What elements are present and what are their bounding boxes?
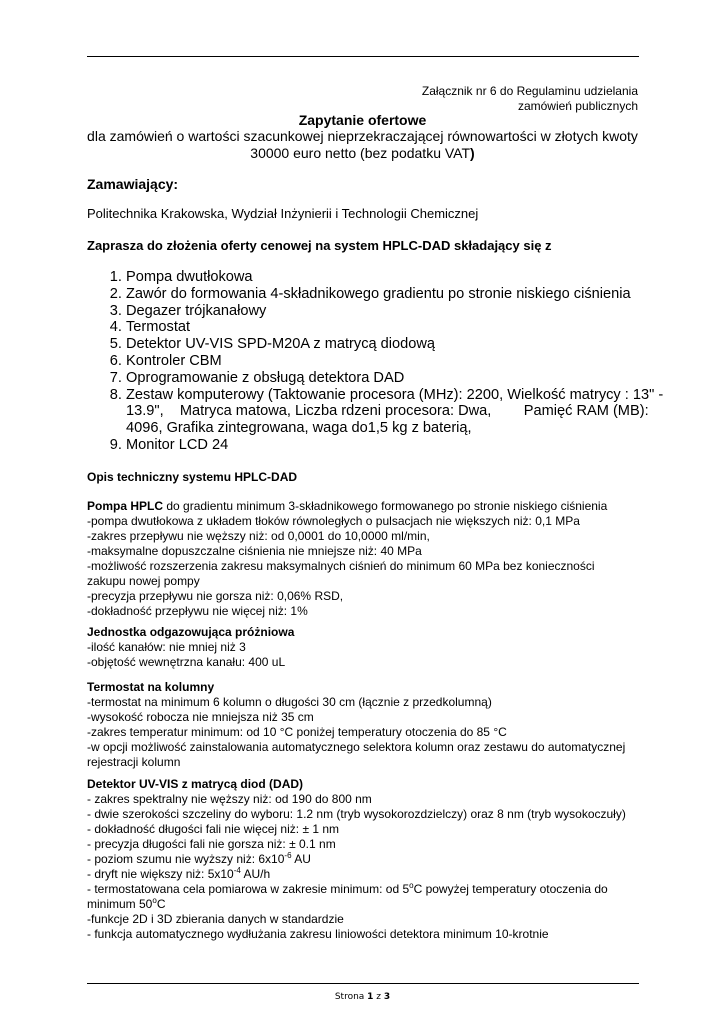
pump-line: -dokładność przepływu nie więcej niż: 1%: [87, 604, 308, 618]
detector-line: - zakres spektralny nie węższy niż: od 190 do 800 nm: [87, 792, 372, 806]
subtitle-line-1: dla zamówień o wartości szacunkowej nieprzekraczającej równowartości w złotych kwoty: [87, 128, 638, 145]
annex-note: [300, 84, 638, 114]
pump-line: -precyzja przepływu nie gorsza niż: 0,06% RSD,: [87, 589, 344, 603]
detector-drift-line: [87, 867, 647, 882]
list-item: 9. Monitor LCD 24: [126, 437, 671, 454]
degasser-section: [87, 625, 647, 670]
footer-prefix: Strona: [334, 992, 368, 1002]
detector-line: -funkcje 2D i 3D zbierania danych w standardzie: [87, 912, 344, 926]
thermostat-line: -w opcji możliwość zainstalowania automatycznego selektora kolumn oraz zestawu do automatycznej rejestracji kolumn: [87, 740, 626, 769]
detector-noise-line: [87, 852, 647, 867]
bottom-rule: [87, 983, 639, 984]
drift-exponent: -4: [233, 866, 241, 875]
pump-line: -pompa dwutłokowa z układem tłoków równoległych o pulsacjach nie większych niż: 0,1 MPa: [87, 514, 580, 528]
subtitle-text: 30000 euro netto (bez podatku VAT: [250, 144, 471, 161]
invite-heading: Zaprasza do złożenia oferty cenowej na system HPLC-DAD składający się z: [87, 238, 552, 253]
annex-line-2: zamówień publicznych: [517, 99, 638, 113]
degasser-line: -ilość kanałów: nie mniej niż 3: [87, 640, 246, 654]
buyer-name: Politechnika Krakowska, Wydział Inżynierii i Technologii Chemicznej: [87, 206, 479, 221]
pump-section: [87, 499, 647, 619]
thermostat-line: -wysokość robocza nie mniejsza niż 35 cm: [87, 710, 314, 724]
detector-line: - precyzja długości fali nie gorsza niż: ± 0.1 nm: [87, 837, 336, 851]
list-item: 4. Termostat: [126, 319, 671, 336]
detector-cell-line: [87, 882, 637, 912]
degasser-title: Jednostka odgazowująca próżniowa: [87, 625, 295, 639]
list-item: 6. Kontroler CBM: [126, 353, 671, 370]
detector-line: - dokładność długości fali nie więcej niż: ± 1 nm: [87, 822, 340, 836]
list-item: 7. Oprogramowanie z obsługą detektora DAD: [126, 370, 671, 387]
pump-line: -zakres przepływu nie węższy niż: od 0,0001 do 10,0000 ml/min,: [87, 529, 430, 543]
noise-exponent: -6: [284, 851, 292, 860]
top-rule: [87, 56, 639, 57]
list-item: 1. Pompa dwutłokowa: [126, 269, 671, 286]
cell-text-mid: C powyżej temperatury otoczenia do minimum 50: [87, 882, 608, 911]
cell-degree-1: o: [409, 881, 414, 890]
buyer-heading: Zamawiający:: [87, 176, 179, 192]
pump-line: -maksymalne dopuszczalne ciśnienia nie mniejsze niż: 40 MPa: [87, 544, 422, 558]
list-item: 8. Zestaw komputerowy (Taktowanie procesora (MHz): 2200, Wielkość matrycy : 13" - 13.9", Matryca matowa, Liczba rdzeni procesora: Dwa, Pamięć RAM (MB): 4096, Grafika zintegrowana, waga do1,5 kg z baterią,: [126, 387, 671, 437]
list-item: 3. Degazer trójkanałowy: [126, 303, 671, 320]
detector-title: Detektor UV-VIS z matrycą diod (DAD): [87, 777, 304, 791]
drift-unit: AU/h: [240, 867, 271, 881]
degasser-line: -objętość wewnętrzna kanału: 400 uL: [87, 655, 286, 669]
annex-line-1: Załącznik nr 6 do Regulaminu udzielania: [421, 84, 638, 98]
title-block: [60, 112, 665, 161]
footer-page-total: 3: [383, 992, 391, 1002]
subtitle-line-2: [60, 145, 665, 161]
tech-heading: Opis techniczny systemu HPLC-DAD: [87, 470, 298, 484]
thermostat-section: [87, 680, 647, 770]
detector-line: - dwie szerokości szczeliny do wyboru: 1.2 nm (tryb wysokorozdzielczy) oraz 8 nm (tryb wysokoczuły): [87, 807, 626, 821]
thermostat-title: Termostat na kolumny: [87, 680, 215, 694]
page-footer: [0, 992, 725, 1002]
footer-page-number: 1: [367, 992, 374, 1002]
noise-unit: AU: [291, 852, 311, 866]
detector-line: - funkcja automatycznego wydłużania zakresu liniowości detektora minimum 10-krotnie: [87, 927, 549, 941]
pump-title-line: [87, 499, 647, 514]
pump-line: -możliwość rozszerzenia zakresu maksymalnych ciśnień do minimum 60 MPa bez konieczności zakupu nowej pompy: [87, 559, 595, 588]
footer-middle: z: [373, 992, 384, 1002]
detector-section: [87, 777, 647, 942]
document-title: Zapytanie ofertowe: [298, 112, 427, 128]
cell-unit: C: [156, 897, 166, 911]
pump-title: Pompa HPLC: [87, 499, 164, 513]
subtitle-paren: ): [470, 144, 475, 161]
noise-text: - poziom szumu nie wyższy niż: 6x10: [87, 852, 285, 866]
drift-text: - dryft nie większy niż: 5x10: [87, 867, 234, 881]
thermostat-line: -zakres temperatur minimum: od 10 °C poniżej temperatury otoczenia do 85 °C: [87, 725, 507, 739]
thermostat-line: -termostat na minimum 6 kolumn o długości 30 cm (łącznie z przedkolumną): [87, 695, 492, 709]
items-list: [98, 269, 671, 454]
cell-text: - termostatowana cela pomiarowa w zakresie minimum: od 5: [87, 882, 410, 896]
list-item: 2. Zawór do formowania 4-składnikowego gradientu po stronie niskiego ciśnienia: [126, 286, 671, 303]
list-item: 5. Detektor UV-VIS SPD-M20A z matrycą diodową: [126, 336, 671, 353]
cell-degree-2: o: [152, 896, 157, 905]
pump-title-rest: do gradientu minimum 3-składnikowego formowanego po stronie niskiego ciśnienia: [163, 499, 608, 513]
